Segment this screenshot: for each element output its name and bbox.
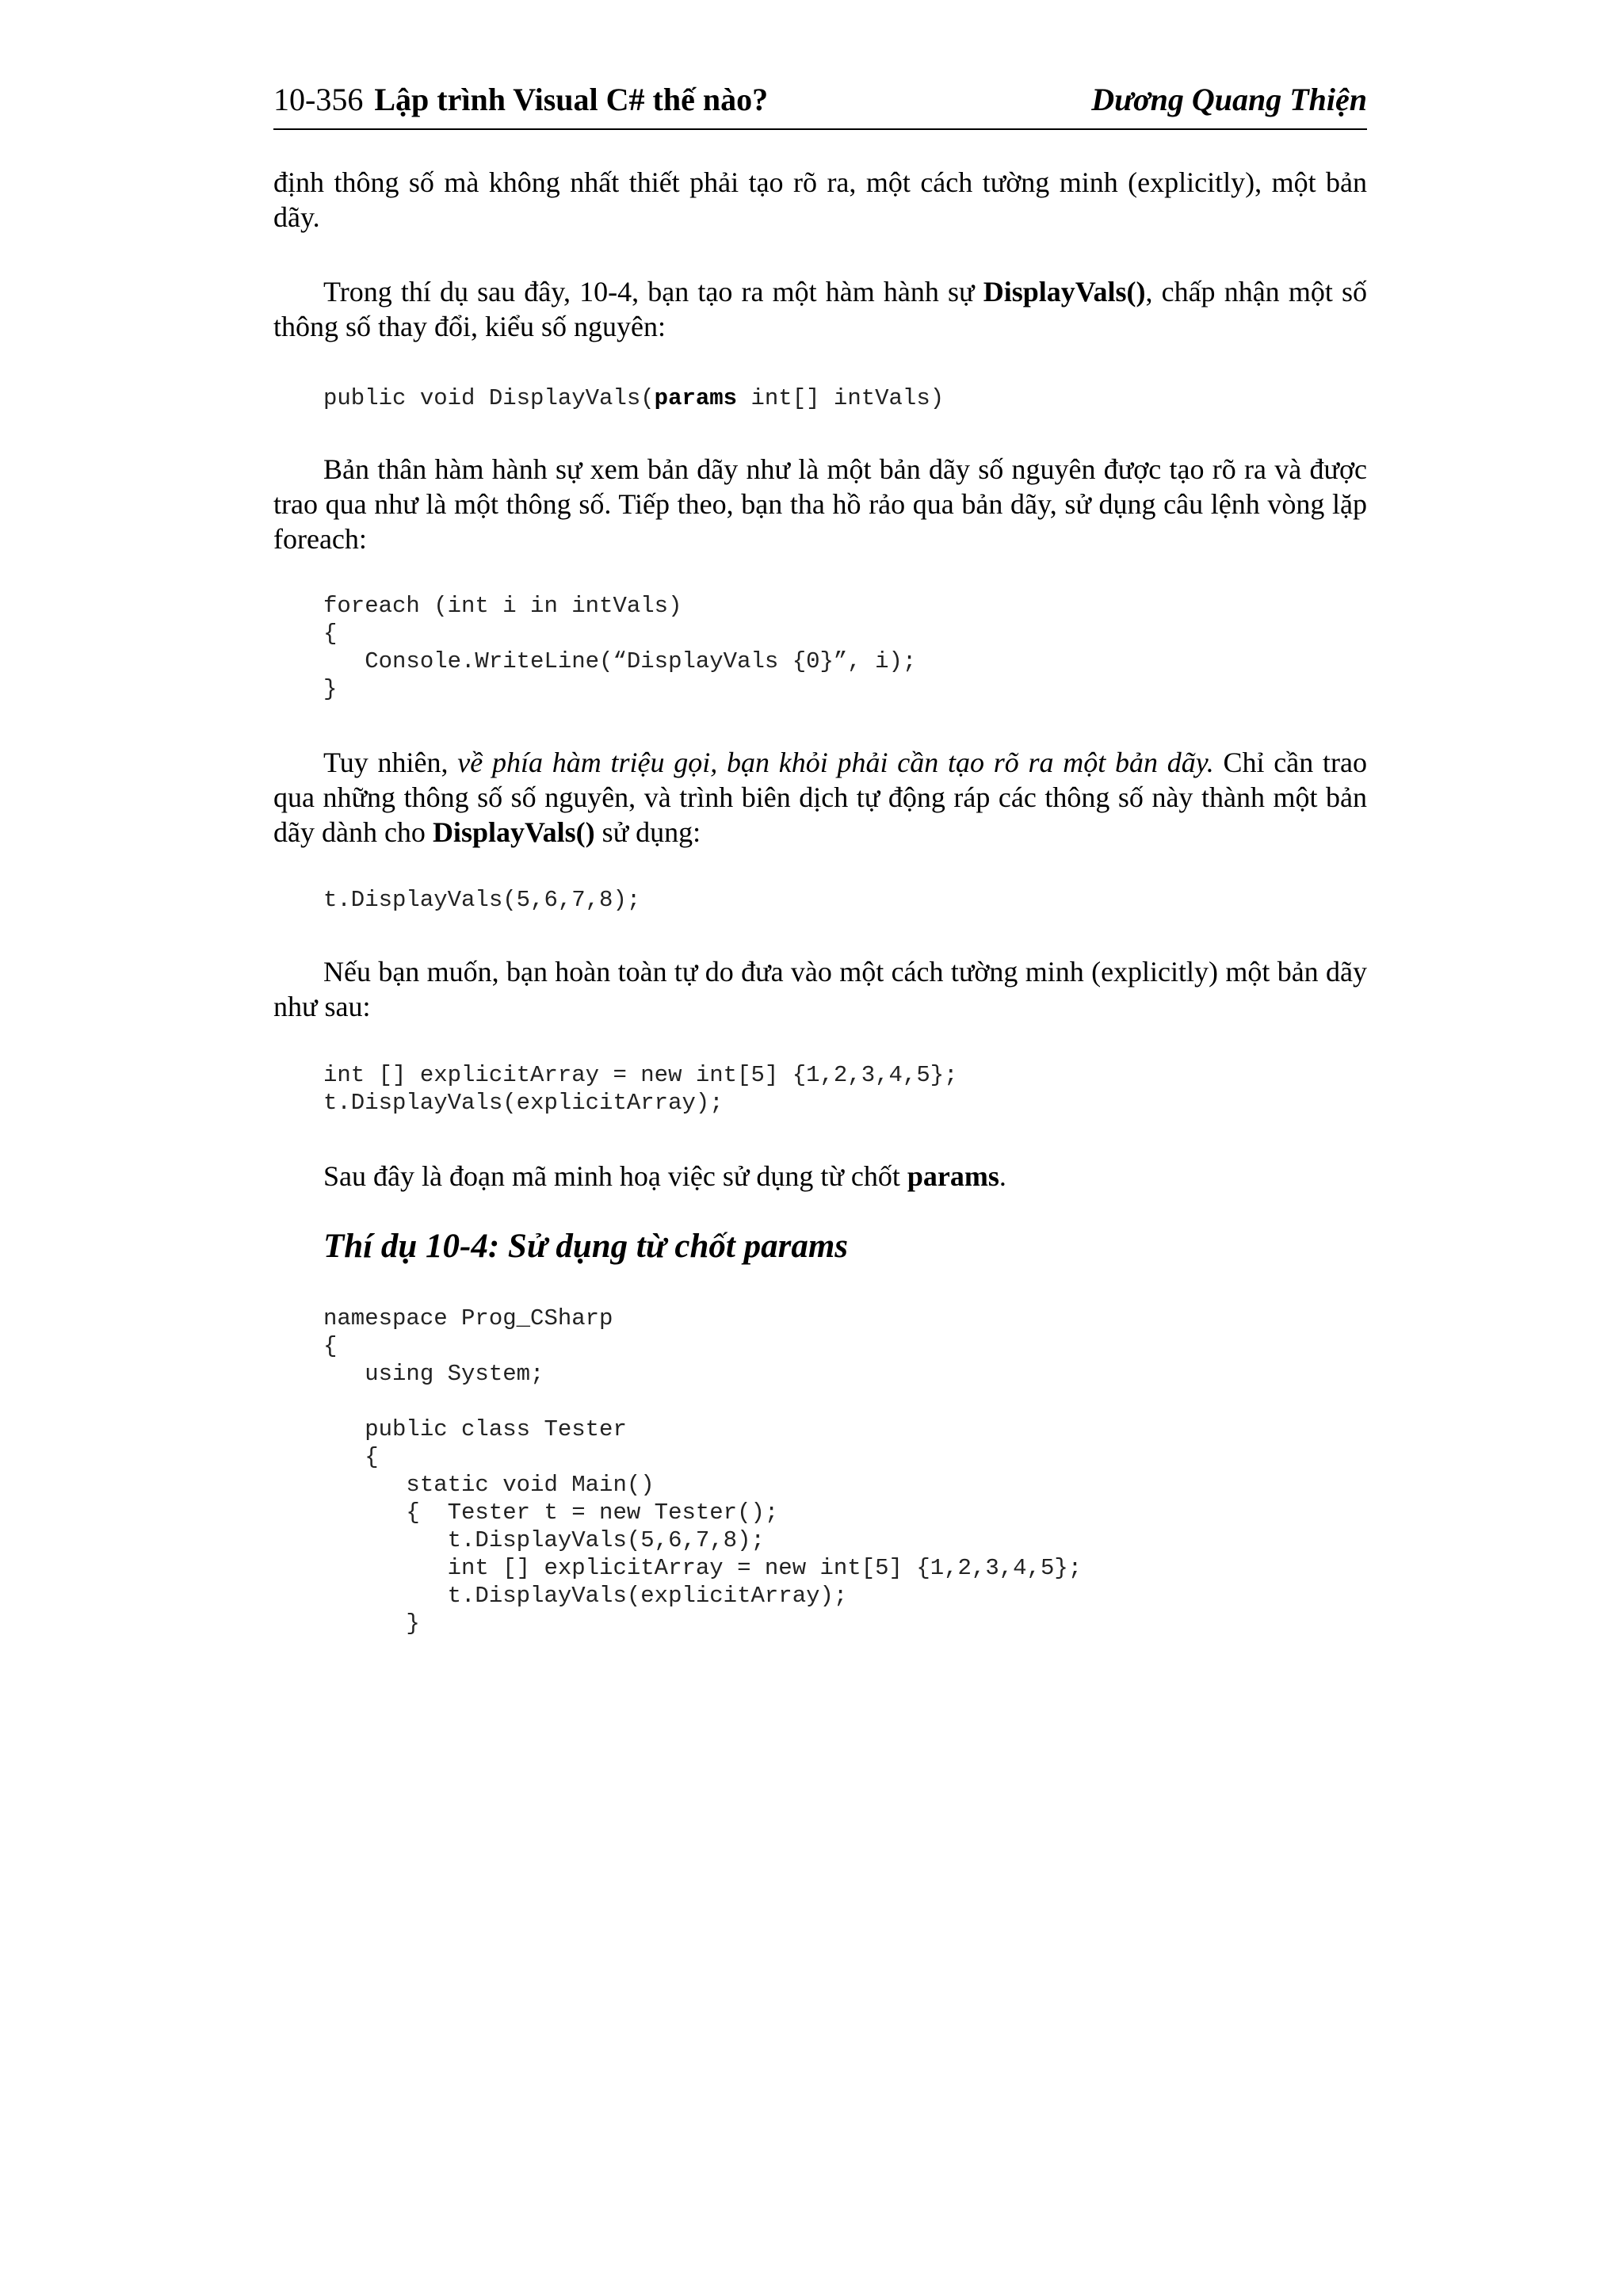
paragraph-2-bold: DisplayVals() [983,276,1146,308]
paragraph-6 [273,1159,1367,1194]
paragraph-6-text-a: Sau đây là đoạn mã minh hoạ việc sử dụng từ chốt [323,1160,907,1192]
code-1-keyword: params [654,385,738,411]
paragraph-6-text-b: . [999,1160,1006,1192]
paragraph-2-text-b: , chấp nhận một số thông số thay đổi, kiểu số nguyên: [273,276,1367,342]
paragraph-2 [273,274,1367,344]
paragraph-6-bold: params [907,1160,999,1192]
paragraph-4-text-b: Chỉ cần trao qua những thông số số nguyên, và trình biên dịch tự động ráp các thông số này thành một bản dãy dành cho [273,747,1367,848]
code-block-1 [323,384,944,412]
paragraph-4-italic: về phía hàm triệu gọi, bạn khỏi phải cần tạo rõ ra một bản dãy. [457,747,1214,778]
code-block-4: int [] explicitArray = new int[5] {1,2,3,4,5}; t.DisplayVals(explicitArray); [323,1062,958,1116]
code-block-3: t.DisplayVals(5,6,7,8); [323,887,641,913]
author-name: Dương Quang Thiện [1091,82,1367,117]
book-title: Lập trình Visual C# thế nào? [374,82,769,117]
paragraph-4-text-c: sử dụng: [594,816,701,848]
paragraph-4 [273,745,1367,850]
paragraph-3-text: Bản thân hàm hành sự xem bản dãy như là một bản dãy số nguyên được tạo rõ ra và được trao qua như là một thông số. Tiếp theo, bạn tha hồ rảo qua bản dãy, sử dụng câu lệnh vòng lặp foreach: [273,453,1367,555]
code-block-2: foreach (int i in intVals) { Console.WriteLine(“DisplayVals {0}”, i); } [323,593,917,702]
code-1-text-b: int[] intVals) [737,385,945,411]
code-1-text-a: public void DisplayVals( [323,385,655,411]
page-number: 10-356 [273,82,364,117]
paragraph-1-text: định thông số mà không nhất thiết phải tạo rõ ra, một cách tường minh (explicitly), một bản dãy. [273,166,1367,233]
code-block-5: namespace Prog_CSharp { using System; public class Tester { static void Main() { Tester t = new Tester(); t.DisplayVals(5,6,7,8); int [] explicitArray = new int[5] {1,2,3,4,5}; t.DisplayVals(explicitArray); } [323,1305,1083,1637]
paragraph-3 [273,452,1367,556]
paragraph-5-text: Nếu bạn muốn, bạn hoàn toàn tự do đưa vào một cách tường minh (explicitly) một bản dãy như sau: [273,956,1367,1022]
page-header [273,79,1367,130]
paragraph-5 [273,954,1367,1024]
example-caption: Thí dụ 10-4: Sử dụng từ chốt params [323,1228,849,1265]
paragraph-1 [273,165,1367,235]
header-left [273,79,768,120]
paragraph-2-text-a: Trong thí dụ sau đây, 10-4, bạn tạo ra một hàm hành sự [323,276,983,308]
paragraph-4-text-a: Tuy nhiên, [323,747,458,778]
paragraph-4-bold: DisplayVals() [432,816,595,848]
